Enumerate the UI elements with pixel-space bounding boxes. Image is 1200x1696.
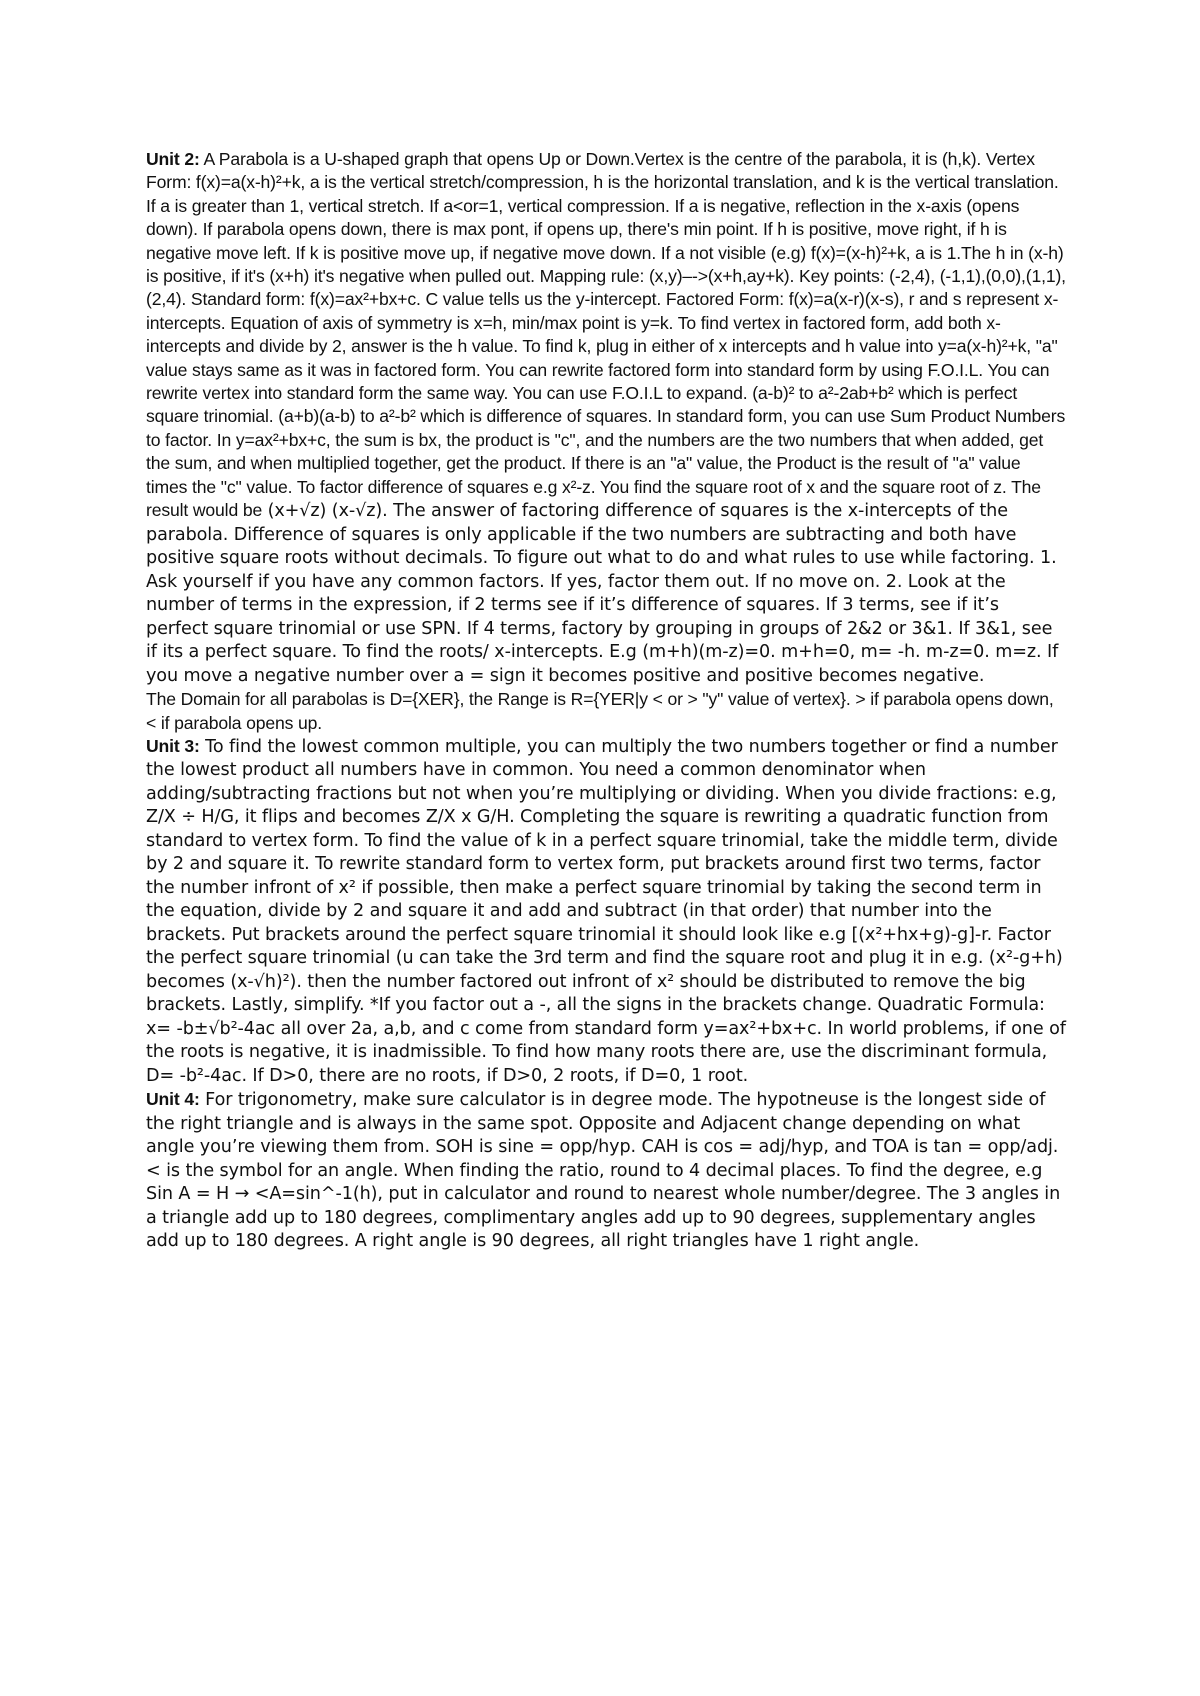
unit-2-heading: Unit 2: — [146, 149, 200, 169]
unit-2-text-part-1: A Parabola is a U-shaped graph that opens Up or Down.Vertex is the centre of the parabola, it is (h,k). Vertex Form: f(x)=a(x-h)²+k, a is the vertical stretch/compression, h is the horizontal translation, and k is the vertical translation. If a is greater than 1, vertical stretch. If a<or=1, vertical compression. If a is negative, reflection in the x-axis (opens down). If parabola opens down, there is max pont, if opens up, there's min point. If h is positive, move right, if h is negative move left. If k is positive move up, if negative move down. If a not visible (e.g) f(x)=(x-h)²+k, a is 1.The h in (x-h) is positive, if it's (x+h) it's negative when pulled out. Mapping rule: (x,y)–->(x+h,ay+k). Key points: (-2,4), (-1,1),(0,0),(1,1),(2,4). Standard form: f(x)=ax²+bx+c. C value tells us the y-intercept. Factored Form: f(x)=a(x-r)(x-s), r and s represent x-intercepts. Equation of axis of symmetry is x=h, min/max point is y=k. To find vertex in factored form, add both x-intercepts and divide by 2, answer is the h value. To find k, plug in either of x intercepts and h value into y=a(x-h)²+k, "a" value stays same as it was in factored form. You can rewrite factored form into standard form by using F.O.I.L. You can rewrite vertex into standard form the same way. You can use F.O.I.L to expand. (a-b)² to a²-2ab+b² which is perfect square trinomial. (a+b)(a-b) to a²-b² which is difference of squares. In standard form, you can use Sum Product Numbers to factor. In y=ax²+bx+c, the sum is bx, the product is "c", and the numbers are the two numbers that when added, get the sum, and when multiplied together, get the product. If there is an "a" value, the Product is the result of "a" value times the "c" value. To factor difference of squares e.g x²-z. You find the square root of x and the square root of z. The result would be — [146, 149, 1066, 521]
unit-2-section — [146, 148, 1066, 688]
unit-3-text: To find the lowest common multiple, you can multiply the two numbers together or find a number the lowest product all numbers have in common. You need a common denominator when adding/subtracting fractions but not when you’re multiplying or dividing. When you divide fractions: e.g, Z/X ÷ H/G, it flips and becomes Z/X x G/H. Completing the square is rewriting a quadratic function from standard to vertex form. To find the value of k in a perfect square trinomial, take the middle term, divide by 2 and square it. To rewrite standard form to vertex form, put brackets around first two terms, factor the number infront of x² if possible, then make a perfect square trinomial by taking the second term in the equation, divide by 2 and square it and add and subtract (in that order) that number into the brackets. Put brackets around the perfect square trinomial it should look like e.g [(x²+hx+g)-g]-r. Factor the perfect square trinomial (u can take the 3rd term and find the square root and plug it in e.g. (x²-g+h) becomes (x-√h)²). then the number factored out infront of x² should be distributed to remove the big brackets. Lastly, simplify. *If you factor out a -, all the signs in the brackets change. Quadratic Formula: x= -b±√b²-4ac all over 2a, a,b, and c come from standard form y=ax²+bx+c. In world problems, if one of the roots is negative, it is inadmissible. To find how many roots there are, use the discriminant formula, D= -b²-4ac. If D>0, there are no roots, if D>0, 2 roots, if D=0, 1 root. — [146, 736, 1066, 1086]
unit-2-text-part-2: (x+√z) (x-√z). The answer of factoring difference of squares is the x-intercepts of the parabola. Difference of squares is only applicable if the two numbers are subtracting and both have positive square roots without decimals. To figure out what to do and what rules to use while factoring. 1. Ask yourself if you have any common factors. If yes, factor them out. If no move on. 2. Look at the number of terms in the expression, if 2 terms see if it’s difference of squares. If 3 terms, see if it’s perfect square trinomial or use SPN. If 4 terms, factory by grouping in groups of 2&2 or 3&1. If 3&1, see if its a perfect square. To find the roots/ x-intercepts. E.g (m+h)(m-z)=0. m+h=0, m= -h. m-z=0. m=z. If you move a negative number over a = sign it becomes positive and positive becomes negative. — [146, 501, 1059, 686]
document-page — [146, 148, 1066, 1254]
unit-3-section — [146, 735, 1066, 1089]
unit-2-domain-range: The Domain for all parabolas is D={XER}, the Range is R={YER|y < or > "y" value of vertex}. > if parabola opens down, < if parabola opens up. — [146, 689, 1054, 733]
unit-4-section — [146, 1088, 1066, 1254]
unit-3-heading: Unit 3: — [146, 735, 200, 756]
unit-4-heading: Unit 4: — [146, 1089, 200, 1110]
unit-4-text: For trigonometry, make sure calculator is in degree mode. The hypotneuse is the longest side of the right triangle and is always in the same spot. Opposite and Adjacent change depending on what angle you’re viewing them from. SOH is sine = opp/hyp. CAH is cos = adj/hyp, and TOA is tan = opp/adj. < is the symbol for an angle. When finding the ratio, round to 4 decimal places. To find the degree, e.g Sin A = H → <A=sin^-1(h), put in calculator and round to nearest whole number/degree. The 3 angles in a triangle add up to 180 degrees, complimentary angles add up to 90 degrees, supplementary angles add up to 180 degrees. A right angle is 90 degrees, all right triangles have 1 right angle. — [146, 1090, 1061, 1252]
